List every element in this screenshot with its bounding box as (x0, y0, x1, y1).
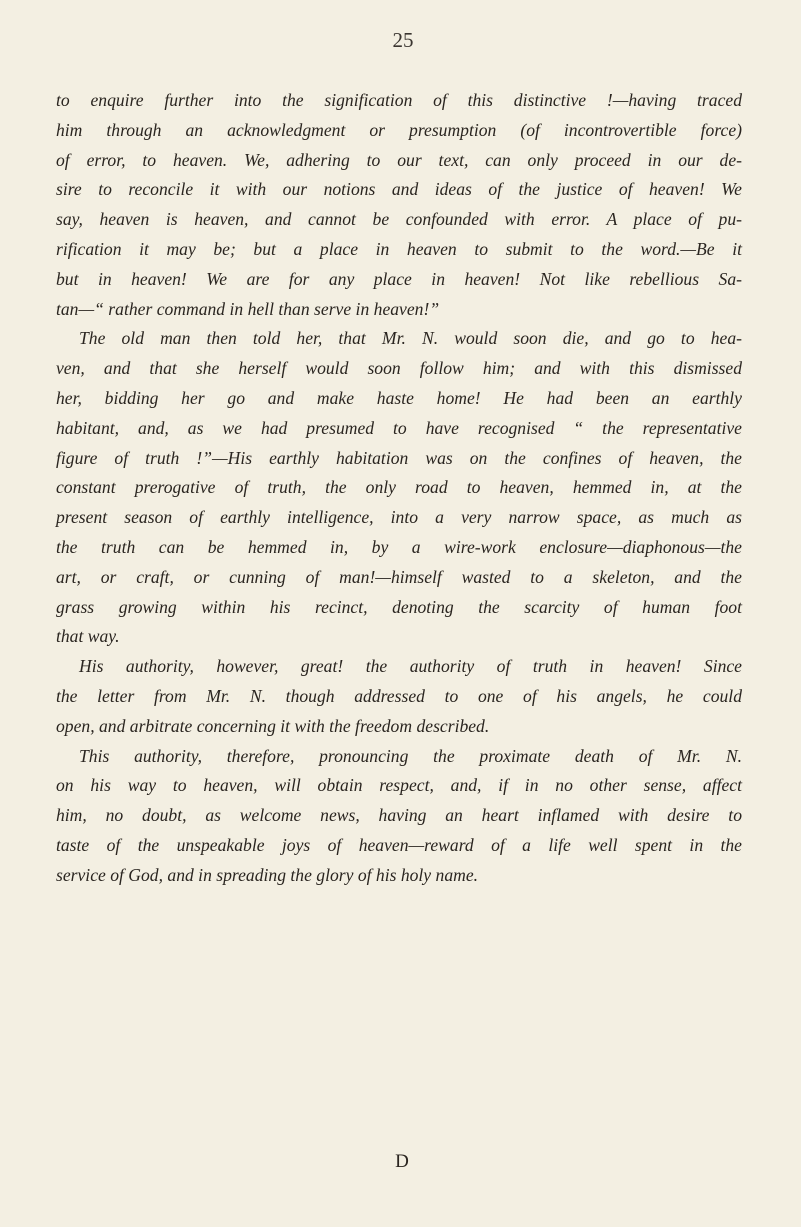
text-line: of error, to heaven. We, adhering to our text, can only proceed in our de- (56, 149, 742, 170)
text-line: on his way to heaven, will obtain respect, and, if in no other sense, affect (56, 775, 742, 796)
text-line: say, heaven is heaven, and cannot be confounded with error. A place of pu- (56, 209, 742, 230)
text-line: grass growing within his recinct, denoting the scarcity of human foot (56, 596, 742, 617)
text-line: constant prerogative of truth, the only road to heaven, hemmed in, at the (56, 477, 742, 498)
text-line: him, no doubt, as welcome news, having an heart inflamed with desire to (56, 805, 742, 826)
text-line: art, or craft, or cunning of man!—himself wasted to a skeleton, and the (56, 566, 742, 587)
text-line: her, bidding her go and make haste home! He had been an earthly (56, 387, 742, 408)
text-line: taste of the unspeakable joys of heaven—reward of a life well spent in the (56, 834, 742, 855)
text-line: sire to reconcile it with our notions and ideas of the justice of heaven! We (56, 179, 742, 200)
body-text (56, 86, 742, 891)
text-line: tan—“ rather command in hell than serve in heaven!” (56, 298, 440, 319)
text-line: habitant, and, as we had presumed to have recognised “ the representative (56, 417, 742, 438)
text-line: This authority, therefore, pronouncing the proximate death of Mr. N. (79, 745, 742, 766)
text-line: the truth can be hemmed in, by a wire-work enclosure—diaphonous—the (56, 536, 742, 557)
text-line: to enquire further into the signification of this distinctive !—having traced (56, 90, 742, 110)
text-line: His authority, however, great! the authority of truth in heaven! Since (79, 656, 742, 677)
text-line: figure of truth !”—His earthly habitation was on the confines of heaven, the (56, 447, 742, 468)
signature-mark: D (395, 1151, 409, 1172)
page-number: 25 (392, 28, 414, 52)
text-line: service of God, and in spreading the glory of his holy name. (56, 864, 479, 885)
text-line: that way. (56, 626, 120, 647)
text-line: but in heaven! We are for any place in heaven! Not like rebellious Sa- (56, 268, 742, 289)
text-line: the letter from Mr. N. though addressed to one of his angels, he could (56, 685, 742, 706)
text-line: open, and arbitrate concerning it with the freedom described. (56, 715, 490, 736)
text-line: ven, and that she herself would soon follow him; and with this dismissed (56, 358, 742, 379)
text-line: present season of earthly intelligence, into a very narrow space, as much as (56, 507, 742, 528)
text-line: him through an acknowledgment or presumption (of incontrovertible force) (56, 119, 742, 140)
text-line: rification it may be; but a place in heaven to submit to the word.—Be it (56, 238, 742, 259)
text-line: The old man then told her, that Mr. N. would soon die, and go to hea- (79, 328, 742, 349)
